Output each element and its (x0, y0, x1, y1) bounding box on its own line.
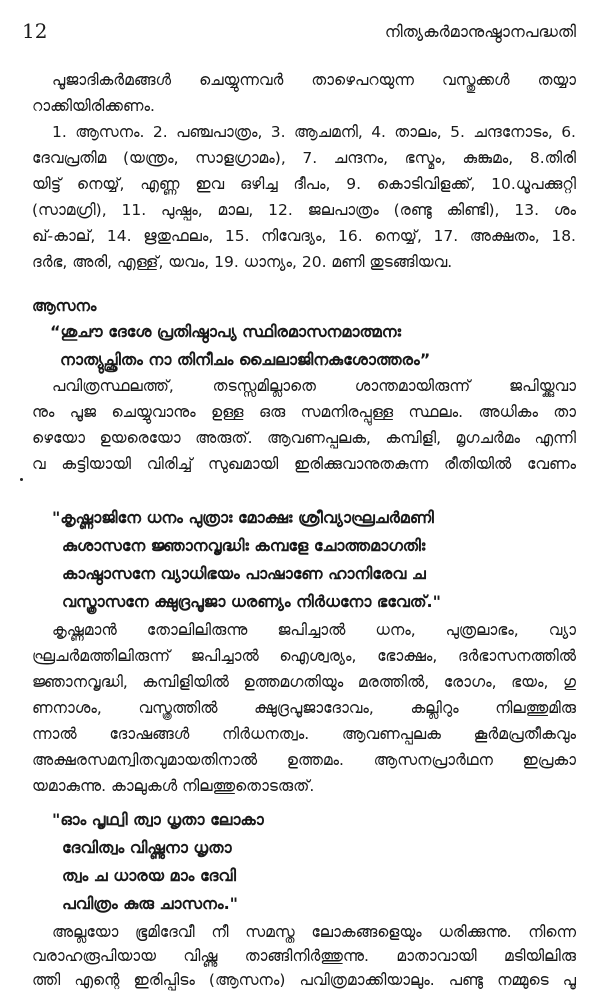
section-heading: ആസനം (32, 297, 97, 315)
items-list-line: 1. ആസനം. 2. പഞ്ചപാത്രം, 3. ആചമനി, 4. താലം, 5. ചന്ദനോടം, 6. (52, 123, 576, 141)
paragraph-line: ഘ്രചർമത്തിലിരുന്ന് ജപിച്ചാൽ ഐശ്വര്യം, ഭോക്ഷം, ദർഭാസനത്തിൽ (32, 647, 576, 665)
stray-dot (20, 478, 23, 481)
paragraph-line: യമാകുന്നു. കാലുകൾ നിലത്തുതൊടരുത്. (32, 777, 315, 795)
paragraph-line: കൃഷ്ണമാൻ തോലിലിരുന്നു ജപിച്ചാൽ ധനം, പുത്രലാഭം, വ്യാ (52, 621, 576, 639)
paragraph-line: ഴെയോ ഉയരെയോ അരുത്. ആവണപ്പലക, കമ്പിളി, മൃഗചർമം എന്നി (32, 429, 576, 447)
paragraph-line: ണനാശം, വസ്ത്രത്തിൽ ക്ഷുദ്രപൂജാദോവം, കല്ലിറും നിലത്തുമിരു (32, 699, 576, 717)
intro-line: പൂജാദികർമങ്ങൾ ചെയ്യുന്നവർ താഴെപറയുന്ന വസ്തുക്കൾ തയ്യാ (52, 71, 576, 89)
paragraph-line: നും പൂജ ചെയ്യുവാനും ഉള്ള ഒരു സമനിരപ്പുള്ള സ്ഥലം. അധികം താ (32, 403, 576, 421)
paragraph-line: വ കട്ടിയായി വിരിച്ച് സുഖമായി ഇരിക്കുവാനുതകുന്ന രീതിയിൽ വേണം (32, 455, 576, 473)
items-list-line: ഖ്-കാല്, 14. ഋതുഫലം, 15. നിവേദ്യം, 16. നെയ്യ്, 17. അക്ഷതം, 18. (32, 227, 576, 245)
items-list-line: ദർഭ, അരി, എള്ള്, യവം, 19. ധാന്യം, 20. മണി തുടങ്ങിയവ. (32, 253, 453, 271)
verse-line: “ശുചൗ ദേശേ പ്രതിഷ്ഠാപ്യ സ്ഥിരമാസനമാത്മനഃ (50, 322, 401, 341)
paragraph-line: ജ്ഞാനവൃദ്ധി, കമ്പിളിയിൽ ഉത്തമഗതിയും മരത്തിൽ, രോഗം, ഭയം, ഗു (32, 673, 576, 691)
intro-line: റാക്കിയിരിക്കണം. (32, 97, 155, 115)
items-list-line: യിട്ട് നെയ്യ്, എണ്ണ ഇവ ഒഴിച്ച ദീപം, 9. കൊടിവിളക്ക്, 10.ധൂപക്കുറ്റി (32, 175, 576, 193)
paragraph-line: ത്തി എന്റെ ഇരിപ്പിടം (ആസനം) പവിത്രമാക്കിയാലും. പണ്ടു നമ്മുടെ പൂ (32, 971, 576, 989)
page-number: 12 (22, 19, 48, 43)
verse-line: കുശാസനേ ജ്ഞാനവൃദ്ധിഃ കമ്പളേ ചോത്തമാഗതിഃ (62, 536, 426, 555)
items-list-line: (സാമഗ്രി), 11. പുഷ്പം, മാല, 12. ജലപാത്രം (രണ്ടു കിണ്ടി), 13. ശം (32, 201, 576, 219)
verse-line: നാത്യുച്ഛ്രിതം നാ തിനീചം ചൈലാജിനകുശോത്തരം” (60, 350, 431, 369)
running-title: നിത്യകർമാനുഷ്ഠാനപദ്ധതി (384, 22, 576, 41)
verse-line: ദേവിത്വം വിഷ്ണുനാ ധൃതാ (62, 838, 232, 857)
paragraph-line: അല്ലയോ ഭൂമിദേവീ നീ സമസ്ത ലോകങ്ങളെയും ധരിക്കുന്നു. നിന്നെ (52, 923, 576, 941)
page-header (22, 18, 576, 48)
verse-line: പവിത്രം കുരു ചാസനം." (62, 894, 238, 913)
items-list-line: ദേവപ്രതിമ (യന്ത്രം, സാളഗ്രാമം), 7. ചന്ദനം, ഭസ്മം, കുങ്കുമം, 8.തിരി (32, 149, 576, 167)
verse-line: ത്വം ച ധാരയ മാം ദേവി (62, 866, 236, 885)
paragraph-line: അക്ഷരസമന്വിതവുമായതിനാൽ ഉത്തമം. ആസനപ്രാർഥന ഇപ്രകാ (32, 751, 576, 769)
verse-line: വസ്ത്രാസനേ ക്ഷുദ്രപൂജാ ധരണ്യം നിർധനോ ഭവേത്." (62, 592, 441, 611)
paragraph-line: വരാഹരൂപിയായ വിഷ്ണു താങ്ങിനിർത്തുന്നു. മാതാവായി മടിയിലിരു (32, 947, 576, 965)
verse-line: "ഓം പൃഥ്വി ത്വാ ധൃതാ ലോകാ (52, 810, 264, 829)
paragraph-line: പവിത്രസ്ഥലത്ത്, തടസ്സമില്ലാതെ ശാന്തമായിരുന്ന് ജപിയ്ക്കുവാ (52, 377, 576, 395)
paragraph-line: ന്നാൽ ദോഷങ്ങൾ നിർധനത്വം. ആവണപ്പലക കൂർമപ്രതീകവും (32, 725, 576, 743)
verse-line: കാഷ്ഠാസനേ വ്യാധിഭയം പാഷാണേ ഹാനിരേവ ച (62, 564, 426, 583)
verse-line: "കൃഷ്ണാജിനേ ധനം പുത്രാഃ മോക്ഷഃ ശ്രീവ്യാഘ്രചർമണി (52, 508, 434, 527)
